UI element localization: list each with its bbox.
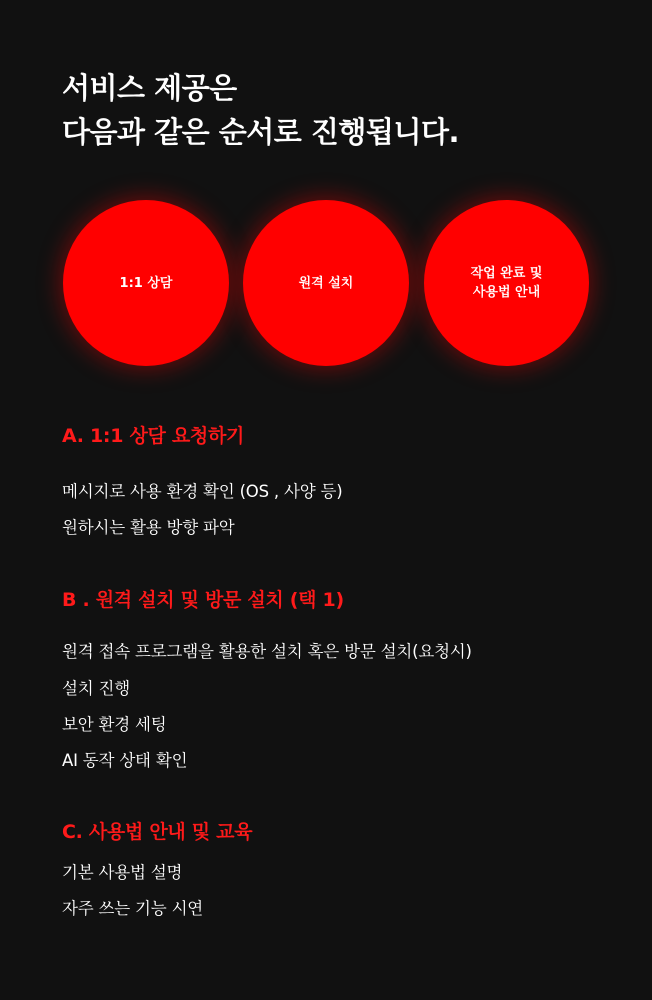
section-b-item: 설치 진행 bbox=[62, 679, 131, 698]
step-circle-remote-install bbox=[243, 200, 409, 366]
section-a-item: 메시지로 사용 환경 확인 (OS , 사양 등) bbox=[62, 482, 343, 501]
section-c-item: 자주 쓰는 기능 시연 bbox=[62, 899, 204, 918]
section-c-title: C. 사용법 안내 및 교육 bbox=[62, 821, 253, 843]
section-b-title: B . 원격 설치 및 방문 설치 (택 1) bbox=[62, 589, 344, 611]
step-label-completion-guide: 작업 완료 및 사용법 안내 bbox=[470, 266, 543, 300]
section-b-item: AI 동작 상태 확인 bbox=[62, 751, 188, 770]
section-b-item: 보안 환경 세팅 bbox=[62, 715, 167, 734]
section-a-title: A. 1:1 상담 요청하기 bbox=[62, 425, 245, 447]
headline bbox=[62, 66, 459, 154]
headline-line-2: 다음과 같은 순서로 진행됩니다. bbox=[62, 115, 459, 149]
headline-line-1: 서비스 제공은 bbox=[62, 71, 237, 105]
step-circle-completion-guide bbox=[424, 200, 589, 366]
section-a-item: 원하시는 활용 방향 파악 bbox=[62, 518, 235, 537]
step-circle-consultation bbox=[63, 200, 229, 366]
step-label-remote-install: 원격 설치 bbox=[298, 275, 354, 291]
section-b-item: 원격 접속 프로그램을 활용한 설치 혹은 방문 설치(요청시) bbox=[62, 642, 472, 661]
section-c-item: 기본 사용법 설명 bbox=[62, 863, 183, 882]
step-label-consultation: 1:1 상담 bbox=[119, 275, 173, 291]
